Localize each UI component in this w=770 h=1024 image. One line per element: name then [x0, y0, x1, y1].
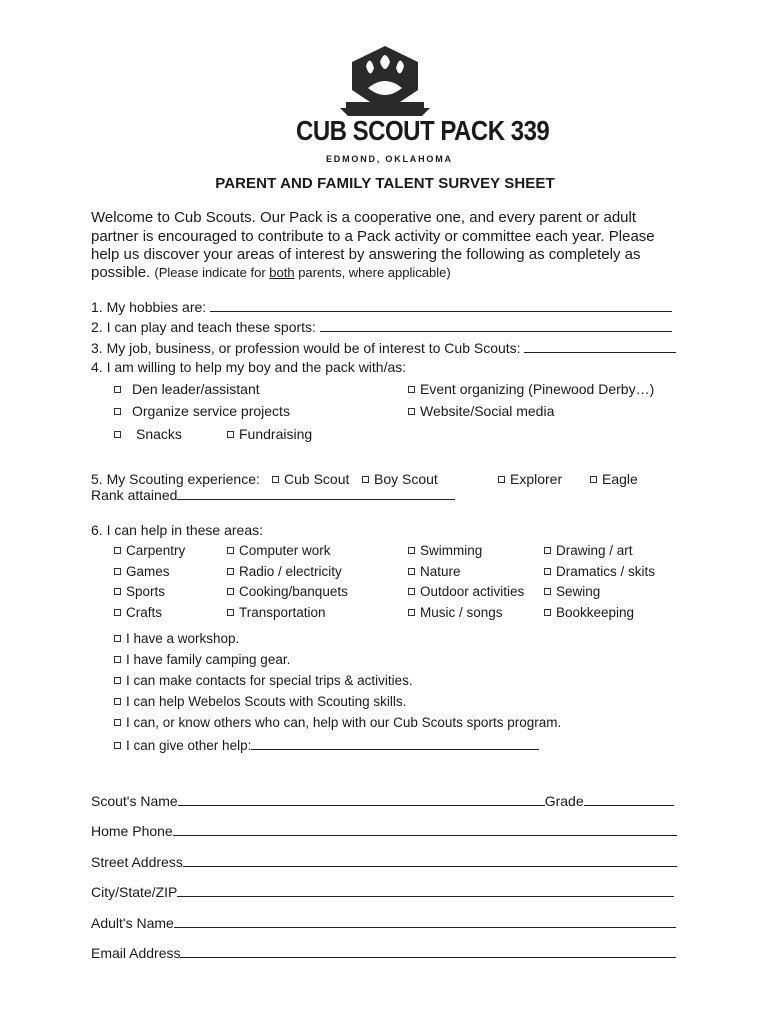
checkbox-icon[interactable]	[408, 588, 415, 595]
home-phone-field: Home Phone	[91, 821, 677, 839]
area-item[interactable]: Bookkeeping	[544, 605, 634, 620]
intro-line-2: partner is encouraged to contribute to a Pack activity or committee each year. Please	[91, 228, 655, 245]
adult-name-line[interactable]	[174, 913, 676, 928]
checkbox-icon[interactable]	[114, 547, 121, 554]
page-title: PARENT AND FAMILY TALENT SURVEY SHEET	[215, 175, 555, 192]
question-sports: 2. I can play and teach these sports:	[91, 319, 672, 335]
area-item[interactable]: Games	[114, 564, 170, 579]
checkbox-icon[interactable]	[227, 431, 234, 438]
option-eagle[interactable]: Eagle	[590, 471, 638, 487]
checkbox-icon[interactable]	[114, 656, 121, 663]
checkbox-icon[interactable]	[362, 476, 369, 483]
checkbox-icon[interactable]	[408, 386, 415, 393]
paw-shield-icon	[290, 42, 480, 172]
intro-line-3: help us discover your areas of interest by answering the following as completely as	[91, 246, 641, 263]
home-phone-line[interactable]	[173, 821, 677, 836]
email-address-field: Email Address	[91, 943, 676, 961]
extra-item[interactable]: I can, or know others who can, help with our Cub Scouts sports program.	[114, 715, 561, 730]
checkbox-icon[interactable]	[408, 408, 415, 415]
area-item[interactable]: Transportation	[227, 605, 326, 620]
option-boy-scout[interactable]: Boy Scout	[362, 471, 438, 487]
checkbox-icon[interactable]	[544, 547, 551, 554]
checkbox-icon[interactable]	[227, 588, 234, 595]
area-item[interactable]: Dramatics / skits	[544, 564, 655, 579]
option-event[interactable]: Event organizing (Pinewood Derby…)	[408, 381, 654, 397]
pack-logo	[290, 42, 550, 172]
rank-attained: Rank attained	[91, 487, 455, 503]
question-help-areas: 6. I can help in these areas:	[91, 522, 263, 538]
option-den-leader[interactable]: Den leader/assistant	[114, 381, 260, 397]
area-item[interactable]: Radio / electricity	[227, 564, 342, 579]
checkbox-icon[interactable]	[408, 609, 415, 616]
checkbox-icon[interactable]	[114, 677, 121, 684]
checkbox-icon[interactable]	[272, 476, 279, 483]
option-website[interactable]: Website/Social media	[408, 403, 554, 419]
area-item[interactable]: Crafts	[114, 605, 162, 620]
extra-item[interactable]: I have a workshop.	[114, 631, 239, 646]
option-snacks[interactable]: Snacks	[114, 426, 182, 442]
question-experience: 5. My Scouting experience:	[91, 471, 260, 487]
checkbox-icon[interactable]	[114, 742, 121, 749]
extra-item[interactable]: I can make contacts for special trips & activities.	[114, 673, 413, 688]
street-address-field: Street Address	[91, 852, 677, 870]
checkbox-icon[interactable]	[590, 476, 597, 483]
question-job: 3. My job, business, or profession would be of interest to Cub Scouts:	[91, 340, 676, 356]
option-service[interactable]: Organize service projects	[114, 403, 290, 419]
job-line[interactable]	[524, 340, 676, 353]
sports-line[interactable]	[320, 319, 672, 332]
scout-name-field: Scout's Name Grade	[91, 791, 674, 809]
logo-location: EDMOND, OKLAHOMA	[326, 154, 453, 164]
grade-line[interactable]	[584, 791, 674, 806]
checkbox-icon[interactable]	[114, 386, 121, 393]
email-address-line[interactable]	[180, 943, 676, 958]
extra-item[interactable]: I can help Webelos Scouts with Scouting skills.	[114, 694, 406, 709]
area-item[interactable]: Carpentry	[114, 543, 185, 558]
checkbox-icon[interactable]	[227, 547, 234, 554]
question-hobbies: 1. My hobbies are:	[91, 299, 672, 315]
extra-item[interactable]: I can give other help:	[114, 737, 539, 753]
area-item[interactable]: Drawing / art	[544, 543, 633, 558]
checkbox-icon[interactable]	[114, 698, 121, 705]
checkbox-icon[interactable]	[498, 476, 505, 483]
checkbox-icon[interactable]	[544, 609, 551, 616]
scout-name-line[interactable]	[178, 791, 545, 806]
checkbox-icon[interactable]	[114, 431, 121, 438]
checkbox-icon[interactable]	[114, 588, 121, 595]
area-item[interactable]: Sewing	[544, 584, 600, 599]
checkbox-icon[interactable]	[408, 547, 415, 554]
question-willing: 4. I am willing to help my boy and the pack with/as:	[91, 359, 407, 375]
checkbox-icon[interactable]	[114, 408, 121, 415]
area-item[interactable]: Swimming	[408, 543, 482, 558]
area-item[interactable]: Cooking/banquets	[227, 584, 348, 599]
intro-line-1: Welcome to Cub Scouts. Our Pack is a cooperative one, and every parent or adult	[91, 209, 637, 226]
logo-name: CUB SCOUT PACK 339	[296, 115, 550, 147]
street-address-line[interactable]	[183, 852, 677, 867]
checkbox-icon[interactable]	[114, 635, 121, 642]
adult-name-field: Adult's Name	[91, 913, 676, 931]
checkbox-icon[interactable]	[227, 609, 234, 616]
checkbox-icon[interactable]	[544, 568, 551, 575]
checkbox-icon[interactable]	[227, 568, 234, 575]
option-explorer[interactable]: Explorer	[498, 471, 562, 487]
city-state-zip-line[interactable]	[177, 882, 674, 897]
option-fundraising[interactable]: Fundraising	[227, 426, 312, 442]
hobbies-line[interactable]	[210, 299, 672, 312]
checkbox-icon[interactable]	[114, 719, 121, 726]
area-item[interactable]: Music / songs	[408, 605, 503, 620]
checkbox-icon[interactable]	[544, 588, 551, 595]
area-item[interactable]: Nature	[408, 564, 461, 579]
checkbox-icon[interactable]	[114, 568, 121, 575]
area-item[interactable]: Sports	[114, 584, 165, 599]
area-item[interactable]: Outdoor activities	[408, 584, 524, 599]
city-state-zip-field: City/State/ZIP	[91, 882, 674, 900]
intro-line-4: possible. (Please indicate for both parents, where applicable)	[91, 264, 451, 281]
rank-line[interactable]	[177, 487, 455, 500]
other-help-line[interactable]	[251, 737, 539, 750]
area-item[interactable]: Computer work	[227, 543, 331, 558]
extra-item[interactable]: I have family camping gear.	[114, 652, 290, 667]
checkbox-icon[interactable]	[408, 568, 415, 575]
checkbox-icon[interactable]	[114, 609, 121, 616]
option-cub-scout[interactable]: Cub Scout	[272, 471, 349, 487]
